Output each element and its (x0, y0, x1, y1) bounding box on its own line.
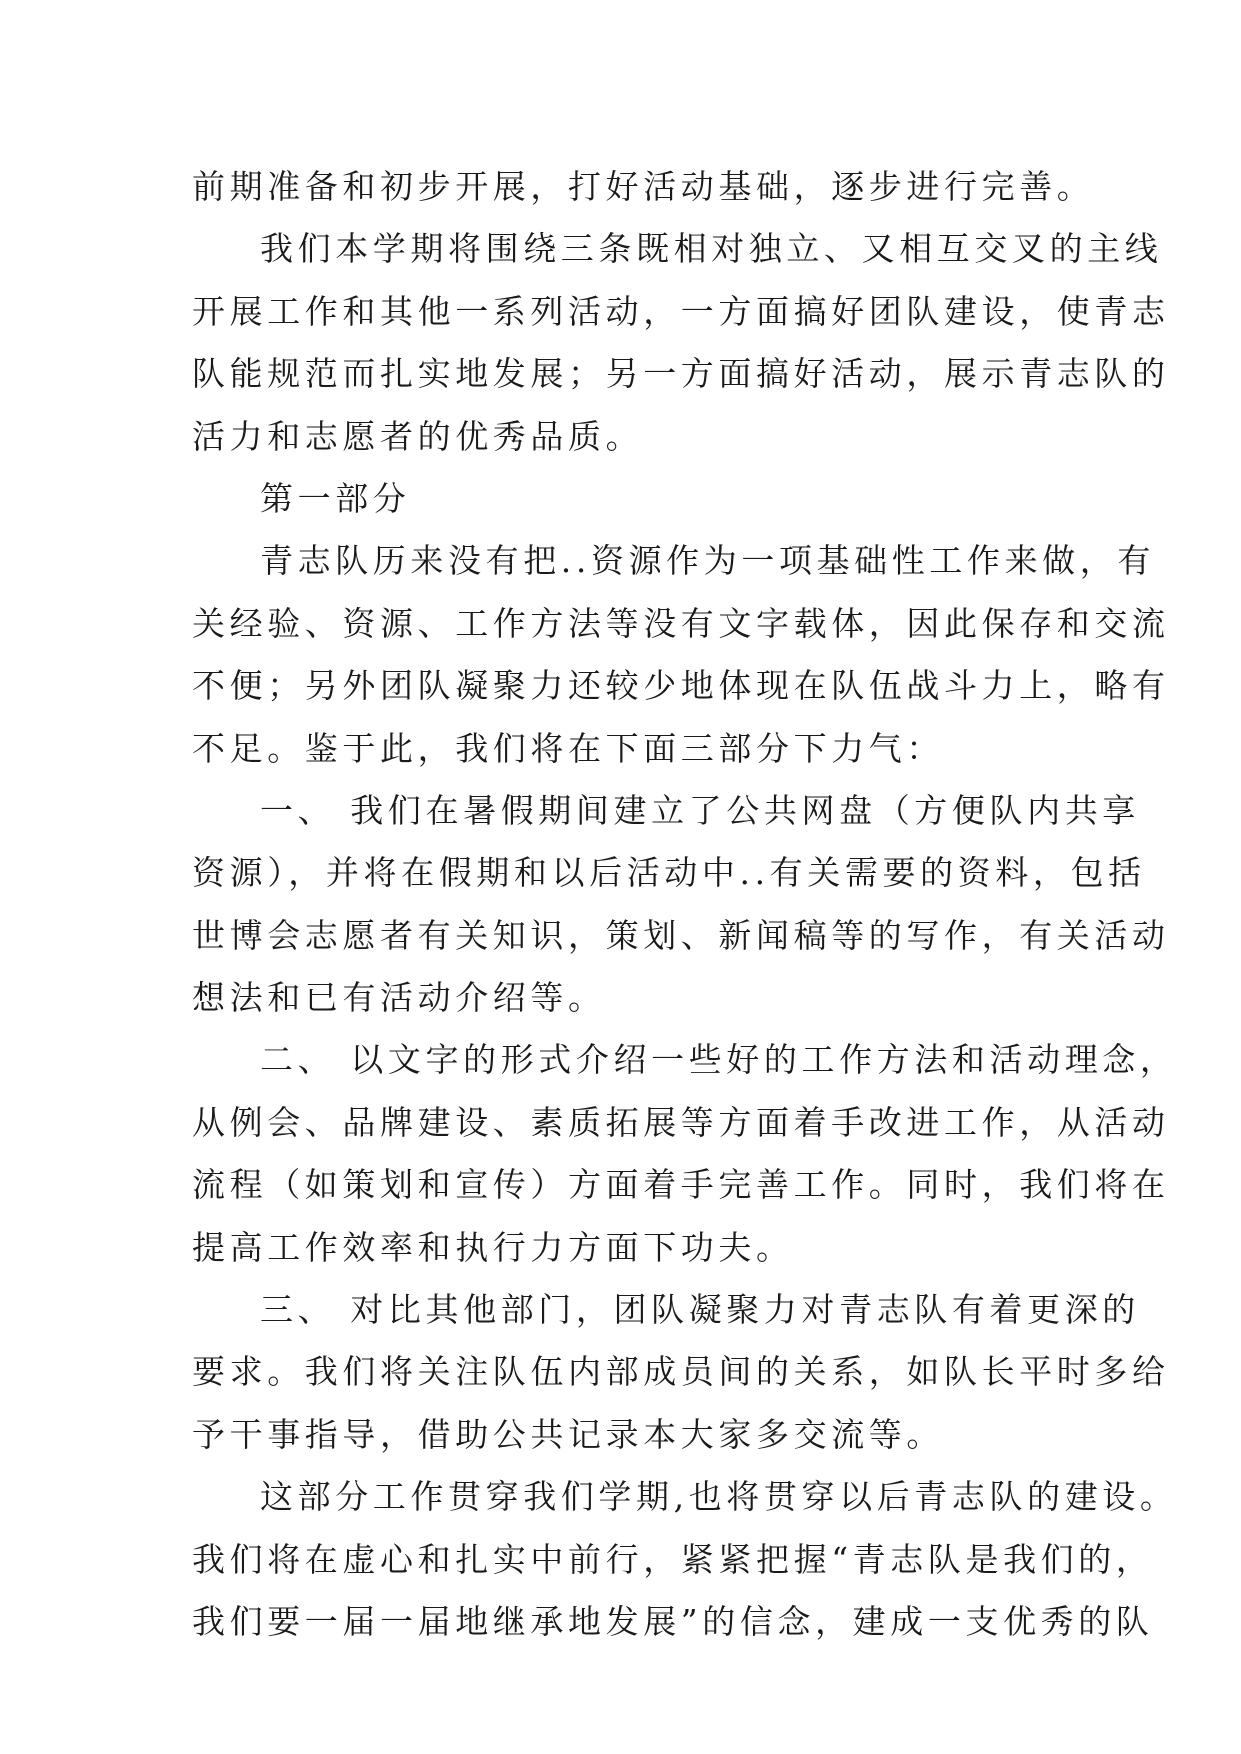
text-line: 想法和已有活动介绍等。 (192, 978, 606, 1018)
text-line: 要求。我们将关注队伍内部成员间的关系，如队长平时多给 (192, 1352, 1170, 1392)
text-line: 予干事指导，借助公共记录本大家多交流等。 (192, 1414, 944, 1454)
text-line: 世博会志愿者有关知识，策划、新闻稿等的写作，有关活动 (192, 915, 1170, 955)
text-line: 不足。鉴于此，我们将在下面三部分下力气： (192, 728, 944, 768)
text-line: 我们要一届一届地继承地发展”的信念，建成一支优秀的队 (192, 1601, 1154, 1641)
paragraph-line: 这部分工作贯穿我们学期,也将贯穿以后青志队的建设。 (260, 1477, 1178, 1517)
text-line: 提高工作效率和执行力方面下功夫。 (192, 1227, 794, 1267)
list-item-3: 三、 对比其他部门，团队凝聚力对青志队有着更深的 (260, 1290, 1140, 1330)
text-line: 不便；另外团队凝聚力还较少地体现在队伍战斗力上，略有 (192, 666, 1170, 706)
text-line: 我们将在虚心和扎实中前行，紧紧把握“青志队是我们的， (192, 1539, 1154, 1579)
text-line: 从例会、品牌建设、素质拓展等方面着手改进工作，从活动 (192, 1102, 1170, 1142)
text-line: 前期准备和初步开展，打好活动基础，逐步进行完善。 (192, 167, 1095, 206)
text-line: 资源），并将在假期和以后活动中..有关需要的资料，包括 (192, 853, 1146, 893)
text-line: 活力和志愿者的优秀品质。 (192, 416, 644, 456)
text-line: 开展工作和其他一系列活动，一方面搞好团队建设，使青志 (192, 291, 1170, 331)
text-line: 流程（如策划和宣传）方面着手完善工作。同时，我们将在 (192, 1165, 1170, 1205)
text-line: 关经验、资源、工作方法等没有文字载体，因此保存和交流 (192, 603, 1170, 643)
list-item-1: 一、 我们在暑假期间建立了公共网盘（方便队内共享 (260, 790, 1140, 830)
paragraph-line: 我们本学期将围绕三条既相对独立、又相互交叉的主线 (260, 229, 1163, 269)
list-item-2: 二、 以文字的形式介绍一些好的工作方法和活动理念， (260, 1040, 1178, 1080)
paragraph-line: 青志队历来没有把..资源作为一项基础性工作来做，有 (260, 541, 1155, 581)
document-body (192, 156, 1178, 1653)
section-heading: 第一部分 (260, 478, 411, 518)
text-line: 队能规范而扎实地发展；另一方面搞好活动，展示青志队的 (192, 354, 1170, 394)
